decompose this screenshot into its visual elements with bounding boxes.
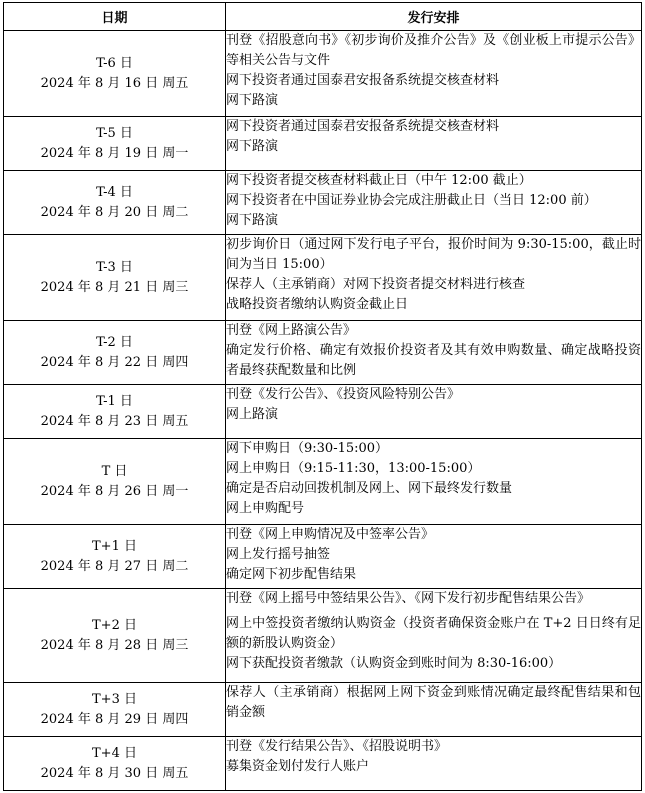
calendar-date: 2024 年 8 月 20 日 bbox=[40, 204, 159, 220]
date-cell bbox=[4, 683, 226, 737]
table-row bbox=[4, 235, 642, 321]
weekday: 周一 bbox=[162, 483, 189, 499]
day-label: T+3 日 bbox=[92, 691, 137, 707]
calendar-date: 2024 年 8 月 21 日 bbox=[40, 279, 159, 295]
weekday: 周五 bbox=[162, 413, 189, 429]
plan-item: 刊登《招股意向书》《初步询价及推介公告》及《创业板上市提示公告》等相关公告与文件 bbox=[226, 33, 641, 68]
date-column-header: 日期 bbox=[4, 3, 226, 31]
calendar-date: 2024 年 8 月 22 日 bbox=[40, 354, 159, 370]
date-cell bbox=[4, 589, 226, 683]
plan-item: 刊登《发行公告》、《投资风险特别公告》 bbox=[226, 387, 461, 402]
plan-item: 网下投资者通过国泰君安报备系统提交核查材料 bbox=[226, 119, 500, 134]
plan-item: 确定发行价格、确定有效报价投资者及其有效申购数量、确定战略投资者最终获配数量和比例 bbox=[226, 343, 641, 378]
calendar-date: 2024 年 8 月 30 日 bbox=[40, 765, 159, 781]
weekday: 周四 bbox=[162, 711, 189, 727]
weekday: 周五 bbox=[162, 75, 189, 91]
weekday: 周一 bbox=[162, 145, 189, 161]
table-row bbox=[4, 171, 642, 235]
table-row bbox=[4, 117, 642, 171]
day-label: T-2 日 bbox=[96, 334, 133, 350]
plan-cell bbox=[226, 31, 642, 117]
day-label: T+2 日 bbox=[92, 617, 137, 633]
calendar-date: 2024 年 8 月 29 日 bbox=[40, 711, 159, 727]
plan-cell bbox=[226, 385, 642, 439]
plan-item: 网下投资者在中国证券业协会完成注册截止日（当日 12:00 前） bbox=[226, 193, 597, 208]
plan-item: 网上中签投资者缴纳认购资金（投资者确保资金账户在 T+2 日日终有足额的新股认购资金） bbox=[226, 616, 641, 651]
date-cell bbox=[4, 31, 226, 117]
plan-item: 网上路演 bbox=[226, 407, 279, 422]
plan-item: 刊登《发行结果公告》、《招股说明书》 bbox=[226, 739, 448, 754]
weekday: 周三 bbox=[162, 637, 189, 653]
calendar-date: 2024 年 8 月 27 日 bbox=[40, 558, 159, 574]
weekday: 周五 bbox=[162, 765, 189, 781]
day-label: T-5 日 bbox=[96, 125, 133, 141]
day-label: T-6 日 bbox=[96, 55, 133, 71]
table-row bbox=[4, 321, 642, 385]
plan-item: 网上发行摇号抽签 bbox=[226, 547, 331, 562]
date-cell bbox=[4, 235, 226, 321]
table-row bbox=[4, 737, 642, 791]
plan-item: 网下路演 bbox=[226, 93, 279, 108]
day-label: T-1 日 bbox=[96, 393, 133, 409]
plan-item: 网下获配投资者缴款（认购资金到账时间为 8:30-16:00） bbox=[226, 656, 562, 671]
plan-column-header: 发行安排 bbox=[226, 3, 642, 31]
plan-cell bbox=[226, 737, 642, 791]
date-cell bbox=[4, 385, 226, 439]
day-label: T+4 日 bbox=[92, 745, 137, 761]
calendar-date: 2024 年 8 月 19 日 bbox=[40, 145, 159, 161]
plan-cell bbox=[226, 683, 642, 737]
calendar-date: 2024 年 8 月 16 日 bbox=[40, 75, 159, 91]
plan-item: 网上申购配号 bbox=[226, 501, 305, 516]
day-label: T-4 日 bbox=[96, 184, 133, 200]
table-header-row bbox=[4, 3, 642, 31]
plan-cell bbox=[226, 525, 642, 589]
day-label: T-3 日 bbox=[96, 259, 133, 275]
table-row bbox=[4, 589, 642, 683]
date-cell bbox=[4, 171, 226, 235]
plan-cell bbox=[226, 235, 642, 321]
plan-cell bbox=[226, 439, 642, 525]
plan-item: 刊登《网上路演公告》 bbox=[226, 323, 357, 338]
day-label: T 日 bbox=[101, 463, 128, 479]
plan-item: 网下申购日（9:30-15:00） bbox=[226, 441, 389, 456]
plan-cell bbox=[226, 171, 642, 235]
weekday: 周二 bbox=[162, 558, 189, 574]
date-cell bbox=[4, 117, 226, 171]
plan-cell bbox=[226, 321, 642, 385]
day-label: T+1 日 bbox=[92, 538, 137, 554]
date-cell bbox=[4, 525, 226, 589]
calendar-date: 2024 年 8 月 28 日 bbox=[40, 637, 159, 653]
plan-cell bbox=[226, 589, 642, 683]
plan-item: 网下投资者通过国泰君安报备系统提交核查材料 bbox=[226, 73, 500, 88]
calendar-date: 2024 年 8 月 23 日 bbox=[40, 413, 159, 429]
table-row bbox=[4, 439, 642, 525]
issuance-schedule-table bbox=[3, 2, 642, 791]
table-row bbox=[4, 385, 642, 439]
plan-item: 网下路演 bbox=[226, 213, 279, 228]
weekday: 周四 bbox=[162, 354, 189, 370]
plan-item: 刊登《网上摇号中签结果公告》、《网下发行初步配售结果公告》 bbox=[226, 591, 591, 606]
date-cell bbox=[4, 321, 226, 385]
plan-cell bbox=[226, 117, 642, 171]
date-cell bbox=[4, 737, 226, 791]
plan-item: 保荐人（主承销商）对网下投资者提交材料进行核查 bbox=[226, 277, 526, 292]
plan-item: 网上申购日（9:15-11:30，13:00-15:00） bbox=[226, 461, 481, 476]
plan-item: 募集资金划付发行人账户 bbox=[226, 759, 370, 774]
weekday: 周二 bbox=[162, 204, 189, 220]
plan-item: 保荐人（主承销商）根据网上网下资金到账情况确定最终配售结果和包销金额 bbox=[226, 685, 641, 720]
plan-item: 网下路演 bbox=[226, 139, 279, 154]
table-row bbox=[4, 683, 642, 737]
plan-item: 网下投资者提交核查材料截止日（中午 12:00 截止） bbox=[226, 173, 532, 188]
plan-item: 初步询价日（通过网下发行电子平台，报价时间为 9:30-15:00，截止时间为当日 15:00） bbox=[226, 237, 641, 272]
table-row bbox=[4, 31, 642, 117]
plan-item: 战略投资者缴纳认购资金截止日 bbox=[226, 297, 409, 312]
plan-item: 确定网下初步配售结果 bbox=[226, 567, 357, 582]
plan-item: 确定是否启动回拨机制及网上、网下最终发行数量 bbox=[226, 481, 513, 496]
table-row bbox=[4, 525, 642, 589]
plan-item: 刊登《网上申购情况及中签率公告》 bbox=[226, 527, 435, 542]
calendar-date: 2024 年 8 月 26 日 bbox=[40, 483, 159, 499]
date-cell bbox=[4, 439, 226, 525]
weekday: 周三 bbox=[162, 279, 189, 295]
